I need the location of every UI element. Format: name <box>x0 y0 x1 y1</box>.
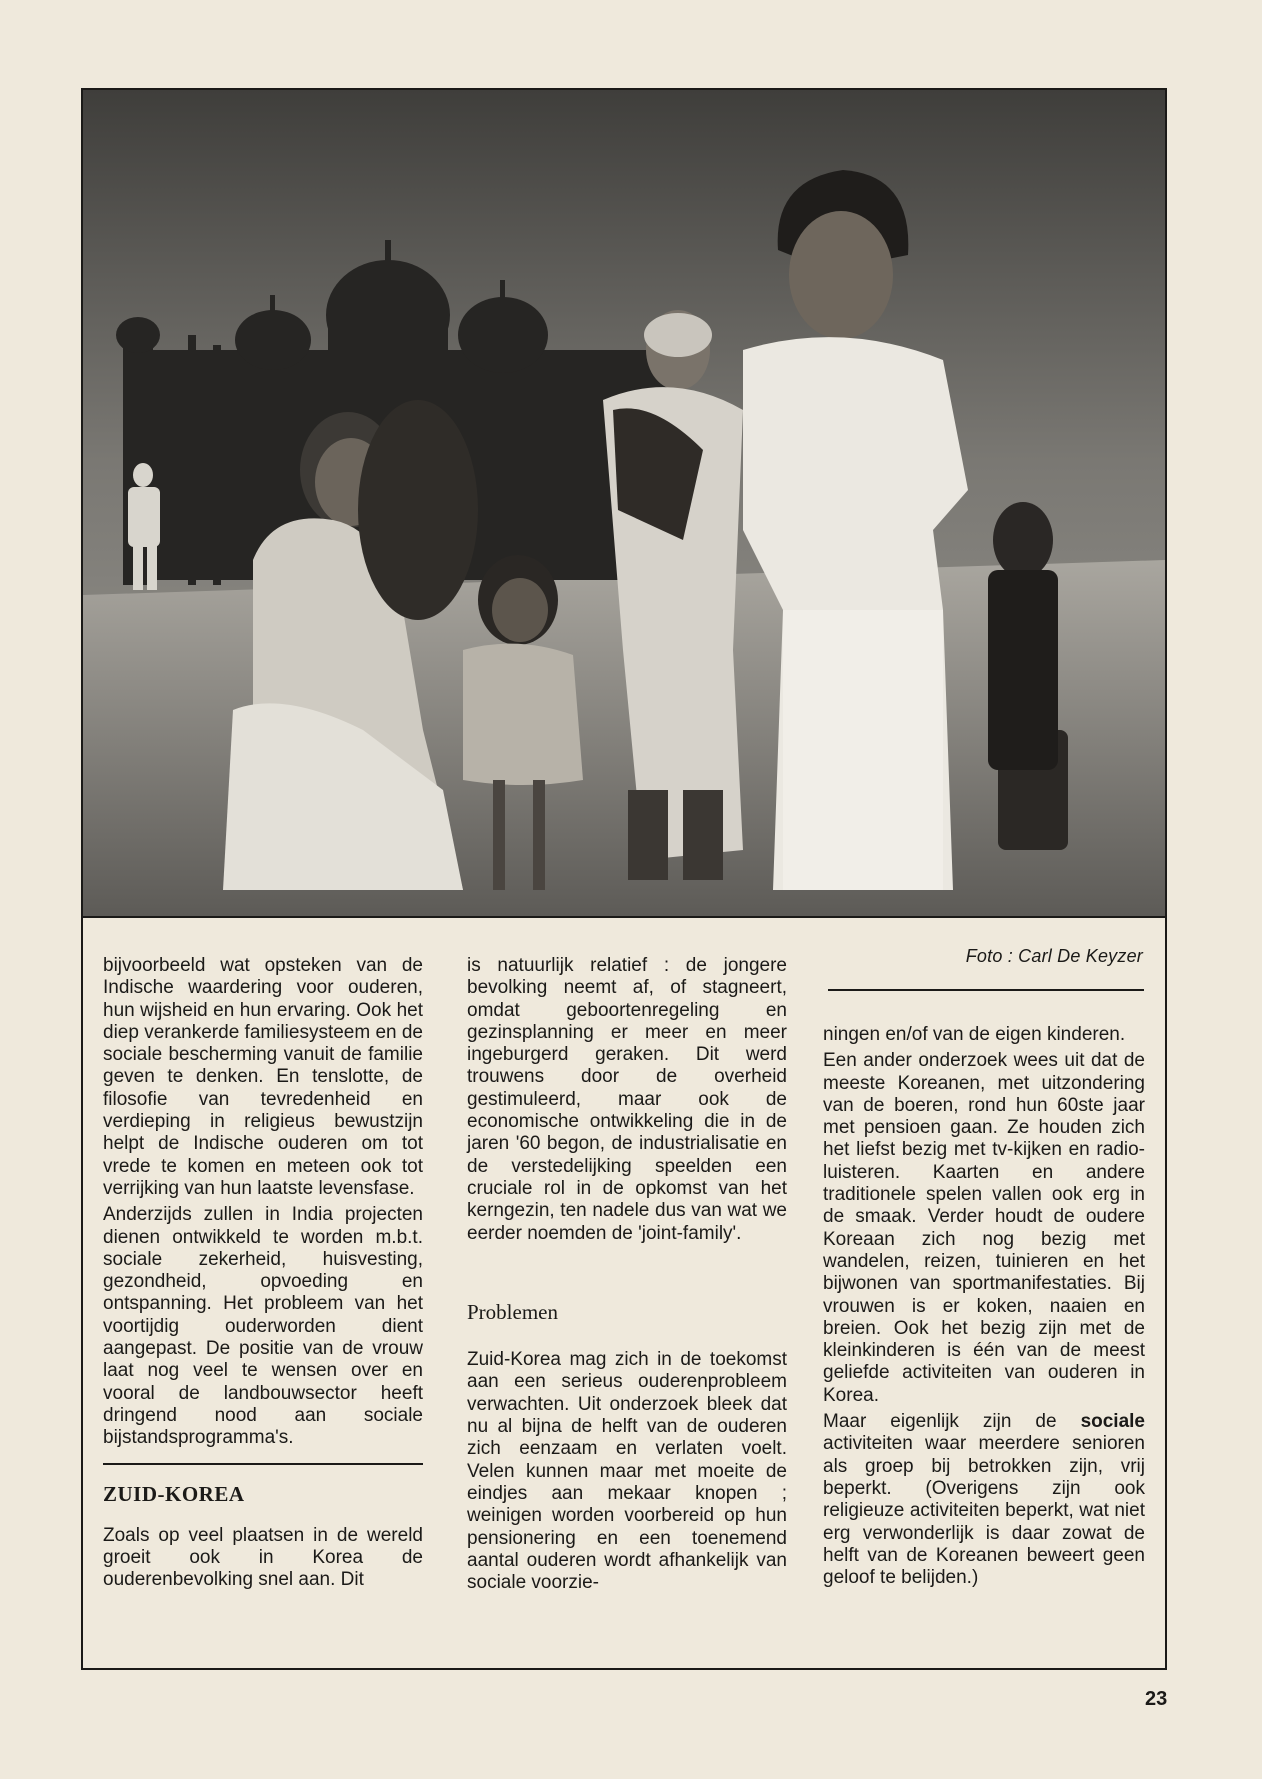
paragraph: Zuid-Korea mag zich in de toekomst aan een serieus ouderenprobleem verwachten. Uit onderzoek bleek dat nu al bijna de helft van de ouderen zich eenzaam en verlaten voelt. Velen kunnen maar met moeite de eindjes aan mekaar knopen ; weinigen worden voorbereid op hun pensionering en een toenemend aantal ouderen wordt afhankelijk van sociale voorzie- <box>467 1349 787 1594</box>
column-2 <box>467 955 787 1594</box>
column-3 <box>823 1024 1145 1589</box>
page-number: 23 <box>1145 1688 1168 1710</box>
photo-credit: Foto : Carl De Keyzer <box>965 946 1143 966</box>
paragraph-text: activiteiten waar meerdere senioren als groep bij betrokken zijn, vrij beperkt. (Overigens zijn ook religieuze activiteiten beperkt, wat niet erg verwonderlijk is daar zowat de helft van de Koreanen beweert geen geloof te belijden.) <box>823 1433 1145 1589</box>
paragraph: Zoals op veel plaatsen in de wereld groeit ook in Korea de ouderenbevolking snel aan. Dit <box>103 1524 423 1591</box>
article-frame <box>81 88 1167 1670</box>
paragraph: is natuurlijk relatief : de jongere bevolking neemt af, of stagneert, omdat geboortenregeling en gezinsplanning er meer en meer ingeburgerd geraken. Dit werd trouwens door de overheid gestimuleerd, maar ook de economische ontwikkeling die in de jaren '60 begon, de industrialisatie en de verstedelijking speelden een cruciale rol in de opkomst van het kerngezin, ten nadele dus van wat we eerder noemden de 'joint-family'. <box>467 955 787 1244</box>
paragraph: Een ander onderzoek wees uit dat de meeste Koreanen, met uitzondering van de boeren, rond hun 60ste jaar met pensioen gaan. Ze houden zich het liefst bezig met tv-kijken en radio-luisteren. Kaarten en andere traditionele spelen vallen ook erg in de smaak. Verder houdt de oudere Koreaan zich nog bezig met wandelen, reizen, tuinieren en het bijwonen van sportmanifestaties. Bij vrouwen is er koken, naaien en breien. Ook het bezig zijn met de kleinkinderen is één van de meest geliefde activiteiten van ouderen in Korea. <box>823 1050 1145 1406</box>
paragraph: bijvoorbeeld wat opsteken van de Indische waardering voor ouderen, hun wijsheid en hun ervaring. Ook het diep verankerde familiesysteem en de sociale bescherming vanuit de familie geven te denken. En tenslotte, de filosofie van tevredenheid en verdieping in religieus bewustzijn helpt de Indische ouderen om tot vrede te komen en meteen ook tot verrijking van hun laatste levensfase. <box>103 955 424 1199</box>
column-1 <box>103 955 423 1592</box>
paragraph: ningen en/of van de eigen kinderen. <box>823 1024 1126 1045</box>
family-photo <box>83 90 1165 918</box>
family-at-taj-mahal-photo-icon <box>83 90 1165 916</box>
paragraph-text: Maar eigenlijk zijn de <box>823 1411 1081 1433</box>
paragraph <box>823 1411 1145 1589</box>
paragraph: Anderzijds zullen in India projecten dienen ontwikkeld te worden m.b.t. sociale zekerheid, huisvesting, gezondheid, opvoeding en ontspanning. Het probleem van het voortijdig ouderworden dient aangepast. De positie van de vrouw laat nog veel te wensen over en vooral de landbouwsector heeft dringend nood aan sociale bijstandsprogramma's. <box>103 1204 423 1449</box>
section-heading: ZUID-KOREA <box>103 1481 245 1506</box>
section-divider <box>103 1463 423 1465</box>
subheading: Problemen <box>467 1299 558 1324</box>
caption-divider <box>828 989 1144 991</box>
emphasis: sociale <box>1080 1411 1145 1433</box>
